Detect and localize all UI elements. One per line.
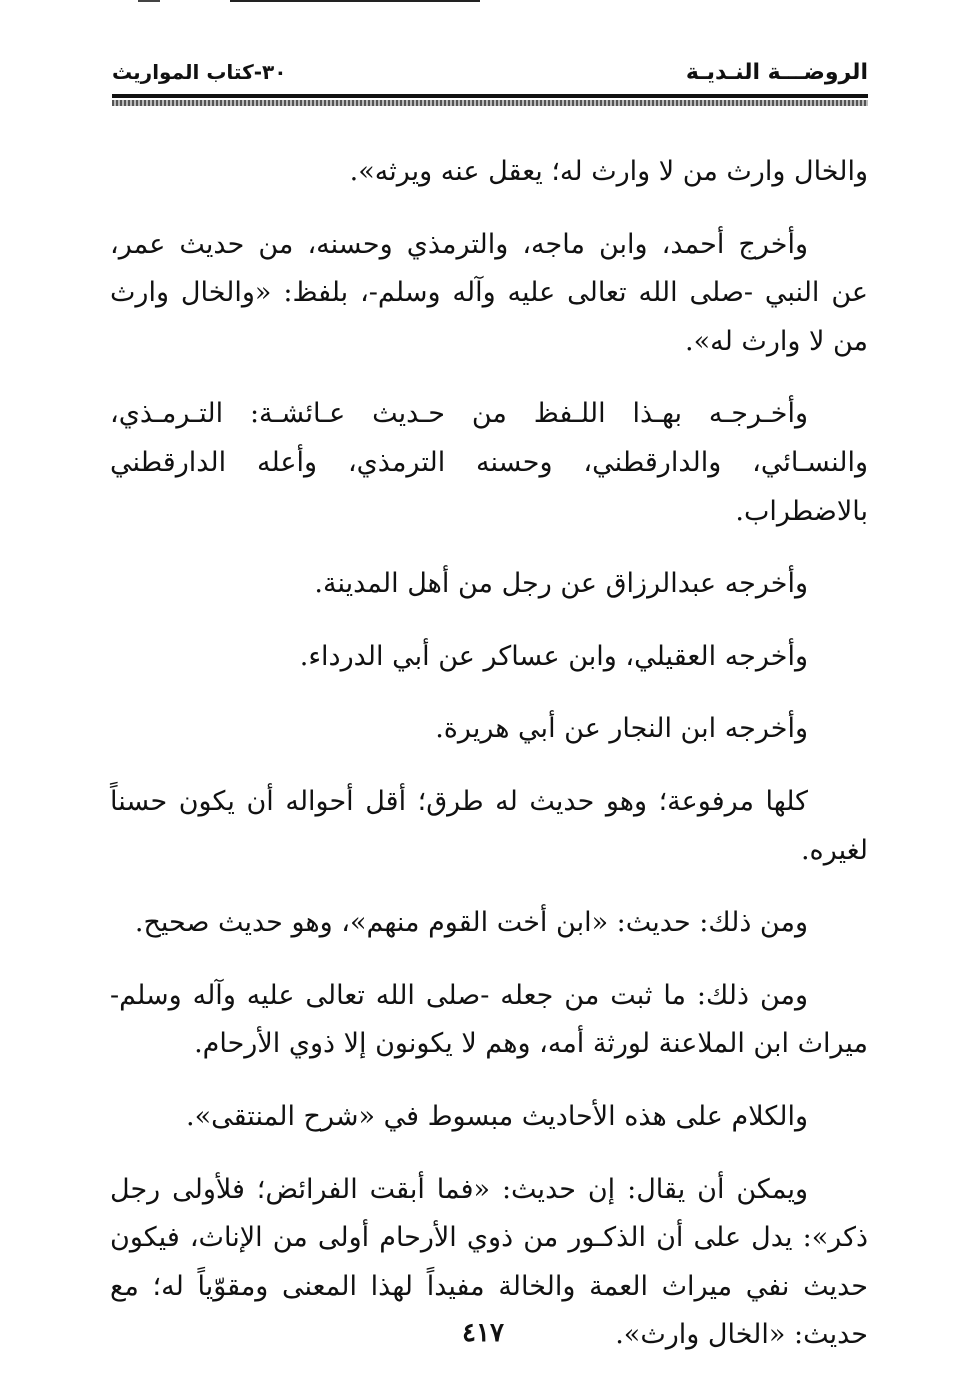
page-body: [110, 148, 868, 1384]
book-title: الروضـــة النـديـة: [685, 60, 868, 85]
paragraph-11: ويمكن أن يقال: إن حديث: «فما أبقت الفرائض؛ فلأولى رجل ذكر»: يدل على أن الذكـور من ذوي الأرحام أولى من الإناث، فيكون حديث نفي ميراث العمة والخالة مفيداً لهذا المعنى ومقوّياً له؛ مع حديث: «الخال وارث».: [110, 1173, 868, 1351]
paragraph-2: وأخرج أحمد، وابن ماجه، والترمذي وحسنه، من حديث عمر، عن النبي -صلى الله تعالى عليه وآله وسلم-، بلفظ: «والخال وارث من لا وارث له».: [110, 228, 868, 357]
paragraph-3: وأخـرجـه بهـذا اللـفظ من حـديث عـائشـة: التـرمـذي، والنسـائي، والدارقطني، وحسنه الترمذي، وأعله الدارقطني بالاضطراب.: [110, 398, 868, 527]
page-number: ٤١٧: [462, 1318, 504, 1348]
top-edge-rule: [230, 0, 480, 2]
paragraph-7: كلها مرفوعة؛ وهو حديث له طرق؛ أقل أحواله أن يكون حسناً لغيره.: [110, 785, 868, 866]
running-header: [112, 56, 868, 96]
paragraph-5: وأخرجه العقيلي، وابن عساكر عن أبي الدرداء.: [299, 640, 808, 672]
top-edge-mark: [138, 0, 160, 2]
paragraph-4: وأخرجه عبدالرزاق عن رجل من أهل المدينة.: [314, 568, 808, 600]
paragraph-10: والكلام على هذه الأحاديث مبسوط في «شرح المنتقى».: [186, 1100, 808, 1132]
paragraph-9: ومن ذلك: ما ثبت من جعله -صلى الله تعالى عليه وآله وسلم- ميراث ابن الملاعنة لورثة أمه، وهم لا يكونون إلا ذوي الأرحام.: [110, 979, 868, 1060]
paragraph-1: والخال وارث من لا وارث له؛ يعقل عنه ويرثه».: [349, 156, 868, 187]
header-rule: [112, 94, 868, 98]
paragraph-8: ومن ذلك: حديث: «ابن أخت القوم منهم»، وهو حديث صحيح.: [134, 907, 808, 939]
chapter-title: ٣٠-كتاب المواريث: [112, 60, 287, 84]
header-rule-pattern: [112, 100, 868, 106]
paragraph-6: وأخرجه ابن النجار عن أبي هريرة.: [435, 713, 808, 745]
